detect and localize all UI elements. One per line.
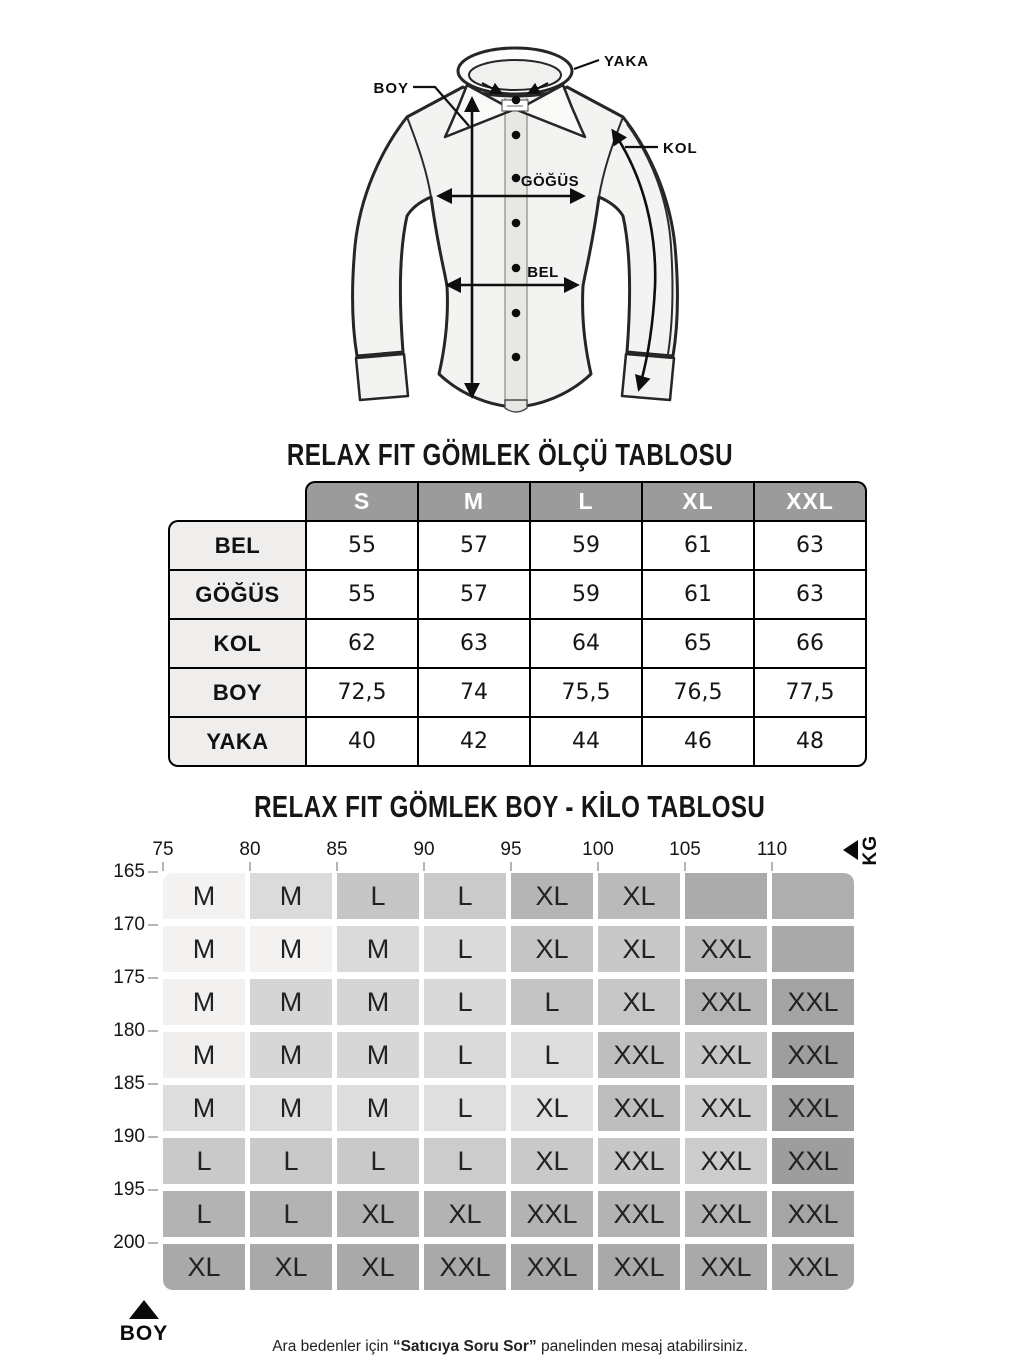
button [512, 174, 521, 183]
hw-size-cell: M [337, 1085, 419, 1131]
kg-tick-mark [597, 862, 599, 871]
kg-arrow-icon [843, 840, 858, 860]
hw-size-cell: XXL [685, 1138, 767, 1184]
hw-chart-title: RELAX FIT GÖMLEK BOY - KİLO TABLOSU [254, 789, 766, 824]
size-table-row [168, 667, 867, 716]
hw-row [103, 914, 863, 972]
hw-row [103, 1126, 863, 1184]
hw-size-cell: M [337, 926, 419, 972]
kg-tick-mark [771, 862, 773, 871]
measurement-value: 48 [753, 716, 867, 767]
boy-tick-mark [148, 1083, 158, 1085]
measurement-value: 61 [641, 520, 753, 569]
boy-tick [103, 1179, 158, 1237]
hw-size-cell: XXL [511, 1244, 593, 1290]
height-weight-chart [103, 835, 881, 1346]
kg-tick-label: 105 [669, 839, 701, 860]
hw-size-cell: XXL [772, 1032, 854, 1078]
hw-size-cell: XL [163, 1244, 245, 1290]
measurement-value: 57 [417, 569, 529, 618]
hw-size-cell: M [250, 979, 332, 1025]
measurement-value: 46 [641, 716, 753, 767]
hw-size-cell: XXL [772, 1191, 854, 1237]
hw-size-cell: M [337, 979, 419, 1025]
kg-tick-mark [249, 862, 251, 871]
hw-size-cell: XXL [598, 1244, 680, 1290]
boy-tick [103, 914, 158, 972]
hw-size-cell: XL [337, 1191, 419, 1237]
size-column-header: XL [641, 481, 753, 520]
hw-size-cell: XXL [772, 979, 854, 1025]
size-column-header: S [305, 481, 417, 520]
size-table-title: RELAX FIT GÖMLEK ÖLÇÜ TABLOSU [286, 437, 734, 472]
hw-size-cell: L [424, 873, 506, 919]
size-table-header-row [168, 481, 867, 520]
hw-size-cell: L [250, 1138, 332, 1184]
size-table-row [168, 618, 867, 667]
measurement-value: 42 [417, 716, 529, 767]
hw-size-cell: L [424, 979, 506, 1025]
boy-tick [103, 1126, 158, 1184]
kg-tick-mark [684, 862, 686, 871]
hw-size-cell: XXL [772, 1138, 854, 1184]
kg-axis [103, 835, 881, 873]
kg-tick-label: 95 [500, 839, 522, 860]
size-table-row [168, 569, 867, 618]
size-table-row [168, 520, 867, 569]
measurement-row-label: GÖĞÜS [168, 569, 305, 618]
kg-tick-mark [423, 862, 425, 871]
hw-size-cell: L [337, 873, 419, 919]
measurement-value: 72,5 [305, 667, 417, 716]
yaka-leader [574, 60, 599, 69]
measurement-row-label: KOL [168, 618, 305, 667]
boy-arrow-icon [129, 1300, 159, 1319]
footer-note: Ara bedenler için “Satıcıya Soru Sor” panelinden mesaj atabilirsiniz. [272, 1337, 748, 1355]
hw-size-cell: XL [511, 873, 593, 919]
right-cuff [622, 354, 674, 400]
button [512, 353, 521, 362]
measurement-value: 76,5 [641, 667, 753, 716]
hw-size-cell: XL [598, 926, 680, 972]
kg-tick-label: 85 [326, 839, 348, 860]
hw-row [103, 861, 863, 919]
boy-tick [103, 967, 158, 1025]
size-column-header: XXL [753, 481, 867, 520]
measurement-value: 61 [641, 569, 753, 618]
kg-axis-label: KG [860, 835, 881, 866]
boy-tick [103, 1073, 158, 1131]
hw-size-cell: M [163, 979, 245, 1025]
hw-size-cell: M [163, 1032, 245, 1078]
kg-tick-label: 110 [756, 839, 788, 860]
hw-size-cell: XXL [685, 979, 767, 1025]
measurement-row-label: YAKA [168, 716, 305, 767]
hw-size-cell: L [250, 1191, 332, 1237]
measurement-value: 57 [417, 520, 529, 569]
hw-size-cell [685, 873, 767, 919]
hw-row [103, 1179, 863, 1237]
measurement-value: 59 [529, 569, 641, 618]
hw-size-cell: XL [511, 1138, 593, 1184]
hw-size-cell: XL [424, 1191, 506, 1237]
hw-size-cell: XXL [511, 1191, 593, 1237]
measurement-value: 55 [305, 569, 417, 618]
measurement-value: 44 [529, 716, 641, 767]
hw-size-cell: XL [511, 1085, 593, 1131]
hw-size-cell: XXL [598, 1085, 680, 1131]
measurement-value: 63 [753, 520, 867, 569]
hw-size-cell: L [424, 1085, 506, 1131]
hw-size-cell: M [250, 873, 332, 919]
button [512, 131, 521, 140]
measurement-value: 62 [305, 618, 417, 667]
size-table [168, 481, 867, 767]
hw-size-cell: XXL [685, 1085, 767, 1131]
boy-tick-label: 200 [113, 1232, 145, 1253]
hw-size-cell: XL [598, 873, 680, 919]
button [512, 264, 521, 273]
hw-size-cell: M [250, 1085, 332, 1131]
boy-axis-label: BOY [119, 1322, 169, 1345]
left-cuff [356, 354, 408, 400]
hw-size-cell: L [511, 1032, 593, 1078]
hw-size-cell [772, 873, 854, 919]
hw-size-cell: M [337, 1032, 419, 1078]
boy-tick-mark [148, 1136, 158, 1138]
kg-axis-marker [843, 835, 882, 866]
diagram-label-bel: BEL [527, 264, 559, 281]
measurement-value: 63 [417, 618, 529, 667]
hw-grid [103, 861, 863, 1290]
hw-size-cell: M [163, 926, 245, 972]
hw-size-cell: L [163, 1138, 245, 1184]
hw-row [103, 1073, 863, 1131]
diagram-label-kol: KOL [663, 140, 698, 157]
kg-tick-label: 100 [582, 839, 614, 860]
hw-size-cell: L [511, 979, 593, 1025]
kg-tick-label: 75 [152, 839, 174, 860]
kg-tick-mark [336, 862, 338, 871]
hw-size-cell: M [163, 1085, 245, 1131]
boy-tick-label: 175 [113, 967, 145, 988]
button [512, 309, 521, 318]
measurement-value: 55 [305, 520, 417, 569]
measurement-value: 63 [753, 569, 867, 618]
hw-size-cell: L [424, 926, 506, 972]
boy-tick-mark [148, 871, 158, 873]
boy-tick-label: 190 [113, 1126, 145, 1147]
diagram-label-yaka: YAKA [604, 53, 650, 70]
kg-tick-mark [162, 862, 164, 871]
boy-tick [103, 1232, 158, 1290]
kg-tick-label: 90 [413, 839, 435, 860]
boy-tick-label: 165 [113, 861, 145, 882]
button [512, 219, 521, 228]
measurement-value: 65 [641, 618, 753, 667]
boy-tick-label: 185 [113, 1073, 145, 1094]
measurement-value: 66 [753, 618, 867, 667]
hw-size-cell: XXL [598, 1138, 680, 1184]
hw-size-cell: XXL [685, 926, 767, 972]
kg-tick-mark [510, 862, 512, 871]
boy-tick-mark [148, 1242, 158, 1244]
size-table-row [168, 716, 867, 767]
hw-size-cell: M [250, 926, 332, 972]
hw-size-cell: XL [598, 979, 680, 1025]
shirt-measurement-diagram [0, 0, 1020, 428]
placket-tab [505, 400, 527, 412]
boy-tick-mark [148, 977, 158, 979]
measurement-value: 59 [529, 520, 641, 569]
boy-tick-mark [148, 924, 158, 926]
measurement-value: 64 [529, 618, 641, 667]
hw-row [103, 1020, 863, 1078]
hw-size-cell: XXL [772, 1244, 854, 1290]
size-column-header: L [529, 481, 641, 520]
hw-size-cell: XXL [685, 1244, 767, 1290]
hw-size-cell: L [424, 1032, 506, 1078]
hw-size-cell: XXL [598, 1032, 680, 1078]
boy-tick-mark [148, 1030, 158, 1032]
hw-size-cell: XXL [772, 1085, 854, 1131]
hw-row [103, 967, 863, 1025]
hw-size-cell [772, 926, 854, 972]
boy-tick-label: 195 [113, 1179, 145, 1200]
hw-size-cell: XXL [685, 1032, 767, 1078]
boy-tick-label: 170 [113, 914, 145, 935]
hw-size-cell: XL [511, 926, 593, 972]
hw-size-cell: XXL [598, 1191, 680, 1237]
measurement-value: 74 [417, 667, 529, 716]
hw-size-cell: M [250, 1032, 332, 1078]
size-column-header: M [417, 481, 529, 520]
hw-size-cell: L [163, 1191, 245, 1237]
measurement-value: 77,5 [753, 667, 867, 716]
diagram-label-boy: BOY [373, 80, 409, 97]
hw-size-cell: XXL [685, 1191, 767, 1237]
hw-row [103, 1232, 863, 1290]
kg-tick-label: 80 [239, 839, 261, 860]
hw-size-cell: M [163, 873, 245, 919]
hw-size-cell: L [337, 1138, 419, 1184]
boy-tick [103, 1020, 158, 1078]
hw-size-cell: XL [250, 1244, 332, 1290]
measurement-row-label: BEL [168, 520, 305, 569]
collar-band [469, 60, 561, 90]
table-corner [168, 481, 305, 520]
boy-tick-mark [148, 1189, 158, 1191]
hw-size-cell: L [424, 1138, 506, 1184]
measurement-row-label: BOY [168, 667, 305, 716]
hw-size-cell: XL [337, 1244, 419, 1290]
hw-size-cell: XXL [424, 1244, 506, 1290]
measurement-value: 75,5 [529, 667, 641, 716]
button [512, 96, 521, 105]
boy-tick-label: 180 [113, 1020, 145, 1041]
boy-tick [103, 861, 158, 919]
measurement-value: 40 [305, 716, 417, 767]
diagram-label-gogus: GÖĞÜS [520, 173, 580, 190]
